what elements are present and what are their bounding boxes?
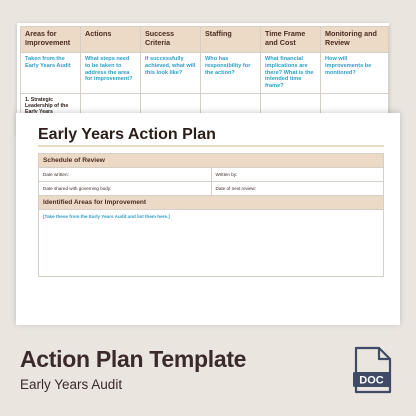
- product-subtitle: Early Years Audit: [20, 377, 123, 392]
- review-form: [38, 153, 384, 277]
- doc-type-label: DOC: [359, 374, 384, 387]
- header-monitoring: Monitoring and Review: [321, 27, 389, 53]
- header-time-cost: Time Frame and Cost: [261, 27, 321, 53]
- hint-cell: What financial implications are there? What is the intended time frame?: [261, 53, 321, 94]
- schedule-heading: Schedule of Review: [39, 154, 383, 168]
- hint-cell: If successfully achieved, what will this look like?: [141, 53, 201, 94]
- hint-cell: Who has responsibility for the action?: [201, 53, 261, 94]
- hint-cell: What steps need to be taken to address the area for improvement?: [81, 53, 141, 94]
- table-header-row: [21, 27, 389, 53]
- document-icon: [353, 346, 393, 394]
- header-staffing: Staffing: [201, 27, 261, 53]
- front-page-preview: [16, 113, 400, 325]
- form-row: [39, 168, 383, 182]
- date-written-field: Date written:: [43, 172, 69, 177]
- header-actions: Actions: [81, 27, 141, 53]
- row-label: 1. Strategic Leadership of the: [21, 94, 81, 134]
- hint-cell: Taken from the Early Years Audit: [21, 53, 81, 94]
- header-areas: Areas for Improvement: [21, 27, 81, 53]
- hint-cell: How will improvements be monitored?: [321, 53, 389, 94]
- product-title: Action Plan Template: [20, 346, 247, 372]
- form-row: [39, 182, 383, 196]
- document-title: Early Years Action Plan: [38, 126, 216, 143]
- date-next-review-field: Date of next review:: [211, 182, 384, 195]
- areas-note: [Take these from the Early Years Audit and list them here.]: [43, 214, 170, 219]
- written-by-field: Written by:: [211, 168, 384, 181]
- table-hint-row: [21, 53, 389, 94]
- date-shared-field: Date shared with governing body:: [43, 186, 112, 191]
- areas-heading: Identified Areas for Improvement: [39, 196, 383, 210]
- title-divider: [38, 145, 384, 147]
- header-success: Success Criteria: [141, 27, 201, 53]
